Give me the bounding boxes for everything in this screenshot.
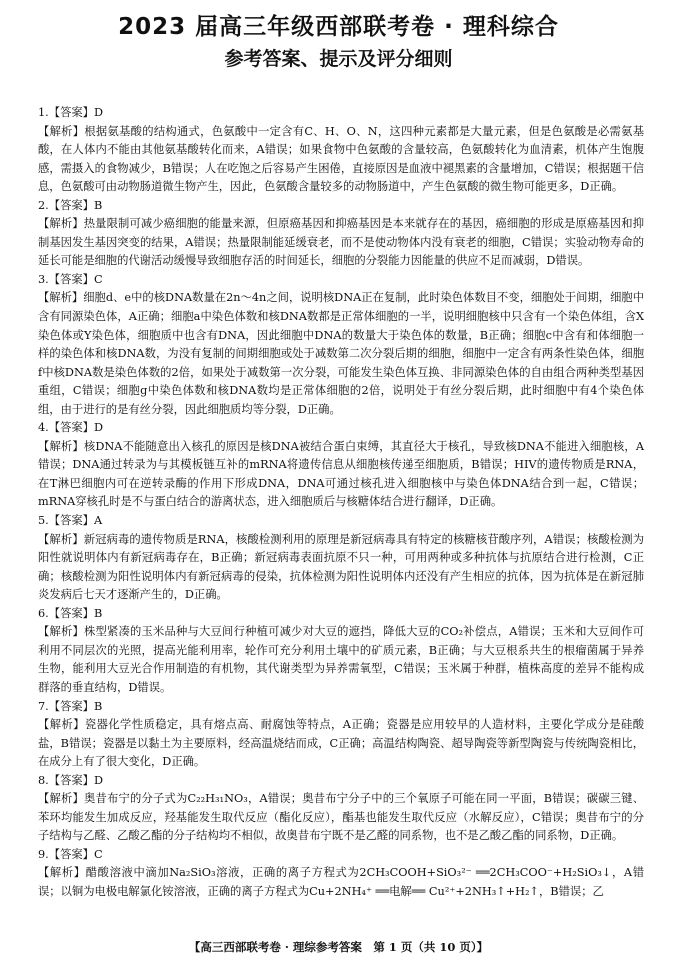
answer-item-5 (38, 512, 644, 605)
explanation-text: 【解析】新冠病毒的遗传物质是RNA，核酸检测利用的原理是新冠病毒具有特定的核糖核苷酸序列，A错误；核酸检测为阳性就说明体内有新冠病毒存在，B正确；新冠病毒表面抗原不只一种，可用两种或多种抗体与抗原结合进行检测，C正确；核酸检测为阳性说明体内有新冠病毒的侵染，抗体检测为阳性说明体内还没有产生相应的抗体，因为抗体是在新冠肺炎发病后七天才逐渐产生的，D正确。 (38, 532, 644, 602)
explanation-text: 【解析】奥昔布宁的分子式为C₂₂H₃₁NO₃，A错误；奥昔布宁分子中的三个氧原子可能在同一平面，B错误；碳碳三键、苯环均能发生加成反应，羟基能发生取代反应（酯化反应），酯基也能发生取代反应（水解反应），C错误；奥昔布宁的分子结构与乙醛、乙酸乙酯的分子结构均不相似，故奥昔布宁既不是乙醛的同系物，也不是乙酸乙酯的同系物，D正确。 (38, 792, 644, 843)
answer-label: 6.【答案】B (38, 606, 103, 620)
page-title: 2023 届高三年级西部联考卷 · 理科综合 (118, 14, 559, 40)
answer-label: 9.【答案】C (38, 847, 103, 861)
answer-item-2 (38, 197, 644, 271)
answer-label: 8.【答案】D (38, 773, 104, 787)
answer-item-9 (38, 846, 644, 902)
explanation-text: 【解析】株型紧凑的玉米品种与大豆间行种植可减少对大豆的遮挡，降低大豆的CO₂补偿点，A错误；玉米和大豆间作可利用不同层次的光照，提高光能利用率，轮作可充分利用土壤中的矿质元素，B正确；与大豆根系共生的根瘤菌属于异养生物，能利用大豆光合作用制造的有机物，其代谢类型为异养需氧型，C错误；玉米属于种群，植株高度的差异不能构成群落的垂直结构，D错误。 (38, 625, 644, 694)
answer-label: 7.【答案】B (38, 699, 103, 713)
answer-label: 5.【答案】A (38, 514, 103, 528)
page-subtitle: 参考答案、提示及评分细则 (224, 48, 453, 70)
answer-label: 3.【答案】C (38, 272, 103, 286)
explanation-text: 【解析】醋酸溶液中滴加Na₂SiO₃溶液，正确的离子方程式为2CH₃COOH+SiO₃²⁻ ══2CH₃COO⁻+H₂SiO₃↓，A错误；以铜为电极电解氯化铵溶液，正确的离子方程式为Cu+2NH₄⁺ ══电解══ Cu²⁺+2NH₃↑+H₂↑，B错误；乙 (38, 866, 644, 898)
answer-item-3 (38, 271, 644, 419)
explanation-text: 【解析】热量限制可减少癌细胞的能量来源，但原癌基因和抑癌基因是本来就存在的基因，癌细胞的形成是原癌基因和抑制基因发生基因突变的结果，A错误；热量限制能延缓衰老，而不是使动物体内没有衰老的细胞，C错误；实验动物寿命的延长可能是细胞的代谢活动缓慢导致细胞存活的时间延长，细胞的分裂能力因能量的供应不足而减弱，D错误。 (38, 217, 644, 268)
explanation-text: 【解析】根据氨基酸的结构通式，色氨酸中一定含有C、H、O、N，这四种元素都是大量元素，但是色氨酸是必需氨基酸，在人体内不能由其他氨基酸转化而来，A错误；如果食物中色氨酸的含量较高，色氨酸转化为血清素，机体产生饱腹感，需摄入的食物减少，B错误；人在吃饱之后容易产生困倦，直接原因是血液中褪黑素的含量增加，C错误；根据题干信息，色氨酸可由动物肠道微生物产生，因此，色氨酸含量较多的动物肠道中，产生色氨酸的微生物可能更多，D正确。 (38, 124, 644, 194)
explanation-text: 【解析】核DNA不能随意出入核孔的原因是核DNA被结合蛋白束缚，其直径大于核孔，导致核DNA不能进入细胞核，A错误；DNA通过转录为与其模板链互补的mRNA将遗传信息从细胞核传递至细胞质，B错误；HIV的遗传物质是RNA，在T淋巴细胞内可在逆转录酶的作用下形成DNA，DNA可通过核孔进入细胞核中与染色体DNA结合到一起，C错误；mRNA穿核孔时是不与蛋白结合的游离状态，进入细胞质后与核糖体结合进行翻译，D正确。 (38, 439, 644, 509)
answer-item-6 (38, 605, 644, 698)
answer-item-1 (38, 104, 644, 197)
answer-label: 4.【答案】D (38, 421, 104, 435)
page-footer: 【高三西部联考卷 · 理综参考答案 第 1 页（共 10 页）】 (188, 940, 489, 954)
answer-item-7 (38, 698, 644, 772)
answer-label: 1.【答案】D (38, 106, 104, 119)
answer-item-8 (38, 772, 644, 846)
answer-item-4 (38, 419, 644, 512)
answer-label: 2.【答案】B (38, 198, 103, 212)
answer-list (38, 104, 644, 902)
explanation-text: 【解析】瓷器化学性质稳定，具有熔点高、耐腐蚀等特点，A正确；瓷器是应用较早的人造材料，主要化学成分是硅酸盐，B错误；瓷器是以黏土为主要原料，经高温烧结而成，C正确；高温结构陶瓷、超导陶瓷等新型陶瓷与传统陶瓷相比，在成分上有了很大变化，D正确。 (38, 718, 644, 769)
explanation-text: 【解析】细胞d、e中的核DNA数量在2n～4n之间，说明核DNA正在复制，此时染色体数目不变，细胞处于间期，细胞中含有同源染色体，A正确；细胞a中染色体数和核DNA数都是正常体细胞的一半，说明细胞核中只含有一个染色体组，含X染色体或Y染色体，细胞质中也含有DNA，因此细胞中DNA的数量大于染色体的数量，B正确；细胞c中含有和体细胞一样的染色体和核DNA数，为没有复制的间期细胞或处于减数第二次分裂后期的细胞，细胞中一定含有两条性染色体，细胞f中核DNA数是染色体数的2倍，如果处于减数第一次分裂，可能发生染色体互换、非同源染色体的自由组合两种类型基因重组，C错误；细胞g中染色体数和核DNA数均是正常体细胞的2倍，说明处于有丝分裂后期，此时细胞中有4个染色体组，由于进行的是有丝分裂，因此细胞质均等分裂，D正确。 (38, 291, 644, 416)
